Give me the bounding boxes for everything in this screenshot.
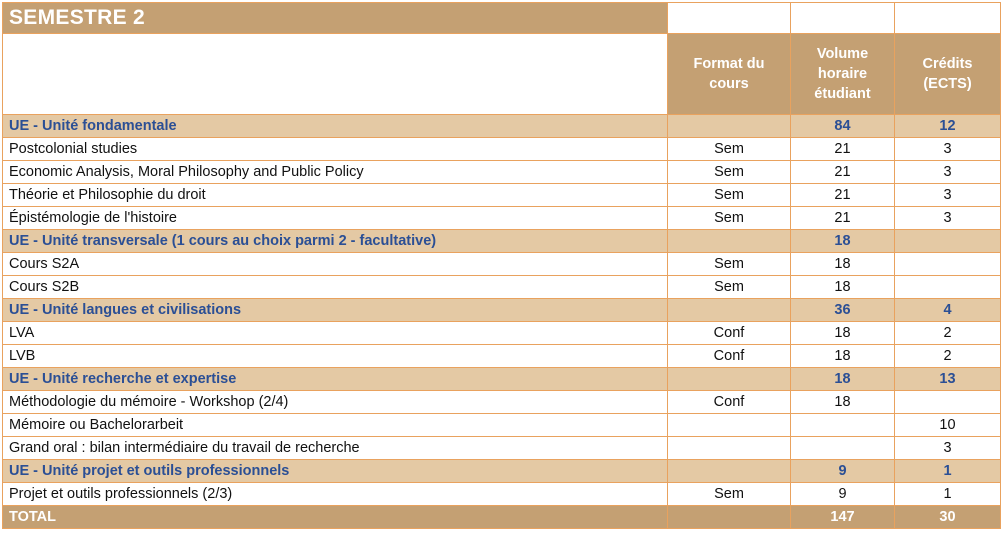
course-row	[3, 207, 1001, 230]
ue-format	[668, 368, 791, 391]
course-format: Sem	[668, 161, 791, 184]
ue-label: UE - Unité langues et civilisations	[3, 299, 668, 322]
ue-credits: 1	[895, 460, 1001, 483]
ue-label: UE - Unité projet et outils professionnels	[3, 460, 668, 483]
course-name: Épistémologie de l'histoire	[3, 207, 668, 230]
course-row	[3, 483, 1001, 506]
course-row	[3, 276, 1001, 299]
course-format: Sem	[668, 207, 791, 230]
course-row	[3, 414, 1001, 437]
course-name: Théorie et Philosophie du droit	[3, 184, 668, 207]
course-credits: 10	[895, 414, 1001, 437]
total-row	[3, 506, 1001, 529]
course-name: Projet et outils professionnels (2/3)	[3, 483, 668, 506]
course-name: Cours S2B	[3, 276, 668, 299]
course-credits	[895, 253, 1001, 276]
header-row	[3, 34, 1001, 115]
ue-section-row	[3, 115, 1001, 138]
ue-section-row	[3, 368, 1001, 391]
course-name: Cours S2A	[3, 253, 668, 276]
course-format: Sem	[668, 138, 791, 161]
header-format: Format du cours	[668, 34, 791, 115]
course-credits: 2	[895, 322, 1001, 345]
ue-credits	[895, 230, 1001, 253]
course-row	[3, 345, 1001, 368]
course-volume: 18	[791, 276, 895, 299]
course-row	[3, 184, 1001, 207]
title-empty-cell	[791, 3, 895, 34]
course-credits	[895, 391, 1001, 414]
ue-credits: 4	[895, 299, 1001, 322]
ue-label: UE - Unité fondamentale	[3, 115, 668, 138]
course-credits: 3	[895, 184, 1001, 207]
course-name: Grand oral : bilan intermédiaire du travail de recherche	[3, 437, 668, 460]
course-credits: 3	[895, 207, 1001, 230]
course-credits: 3	[895, 437, 1001, 460]
ue-label: UE - Unité transversale (1 cours au choix parmi 2 - facultative)	[3, 230, 668, 253]
total-label: TOTAL	[3, 506, 668, 529]
total-credits: 30	[895, 506, 1001, 529]
ue-volume: 9	[791, 460, 895, 483]
course-name: Postcolonial studies	[3, 138, 668, 161]
ue-credits: 13	[895, 368, 1001, 391]
course-name: LVA	[3, 322, 668, 345]
course-credits: 2	[895, 345, 1001, 368]
course-volume: 21	[791, 138, 895, 161]
ue-format	[668, 230, 791, 253]
ue-volume: 84	[791, 115, 895, 138]
ue-section-row	[3, 460, 1001, 483]
curriculum-table	[2, 2, 1001, 529]
curriculum-table-wrapper	[2, 2, 1001, 529]
course-volume: 18	[791, 391, 895, 414]
course-volume: 18	[791, 322, 895, 345]
course-name: LVB	[3, 345, 668, 368]
course-credits: 1	[895, 483, 1001, 506]
header-volume: Volume horaire étudiant	[791, 34, 895, 115]
course-format: Conf	[668, 345, 791, 368]
course-volume	[791, 414, 895, 437]
course-row	[3, 253, 1001, 276]
ue-label: UE - Unité recherche et expertise	[3, 368, 668, 391]
course-format: Sem	[668, 253, 791, 276]
ue-credits: 12	[895, 115, 1001, 138]
ue-volume: 36	[791, 299, 895, 322]
ue-format	[668, 115, 791, 138]
ue-section-row	[3, 299, 1001, 322]
course-volume: 21	[791, 184, 895, 207]
total-volume: 147	[791, 506, 895, 529]
course-row	[3, 161, 1001, 184]
course-row	[3, 391, 1001, 414]
title-empty-cell	[668, 3, 791, 34]
course-row	[3, 437, 1001, 460]
course-format: Sem	[668, 483, 791, 506]
ue-volume: 18	[791, 230, 895, 253]
semester-title: SEMESTRE 2	[3, 3, 668, 34]
course-name: Mémoire ou Bachelorarbeit	[3, 414, 668, 437]
course-credits: 3	[895, 138, 1001, 161]
course-volume: 18	[791, 345, 895, 368]
ue-volume: 18	[791, 368, 895, 391]
course-format: Conf	[668, 322, 791, 345]
course-name: Economic Analysis, Moral Philosophy and Public Policy	[3, 161, 668, 184]
ue-format	[668, 460, 791, 483]
course-format	[668, 437, 791, 460]
course-credits	[895, 276, 1001, 299]
title-row	[3, 3, 1001, 34]
course-name: Méthodologie du mémoire - Workshop (2/4)	[3, 391, 668, 414]
course-volume: 9	[791, 483, 895, 506]
course-volume: 21	[791, 207, 895, 230]
course-row	[3, 322, 1001, 345]
course-format	[668, 414, 791, 437]
course-format: Sem	[668, 276, 791, 299]
header-credits: Crédits (ECTS)	[895, 34, 1001, 115]
course-volume	[791, 437, 895, 460]
ue-format	[668, 299, 791, 322]
course-credits: 3	[895, 161, 1001, 184]
course-volume: 18	[791, 253, 895, 276]
title-empty-cell	[895, 3, 1001, 34]
ue-section-row	[3, 230, 1001, 253]
header-empty-cell	[3, 34, 668, 115]
course-format: Sem	[668, 184, 791, 207]
course-row	[3, 138, 1001, 161]
course-volume: 21	[791, 161, 895, 184]
total-format	[668, 506, 791, 529]
course-format: Conf	[668, 391, 791, 414]
